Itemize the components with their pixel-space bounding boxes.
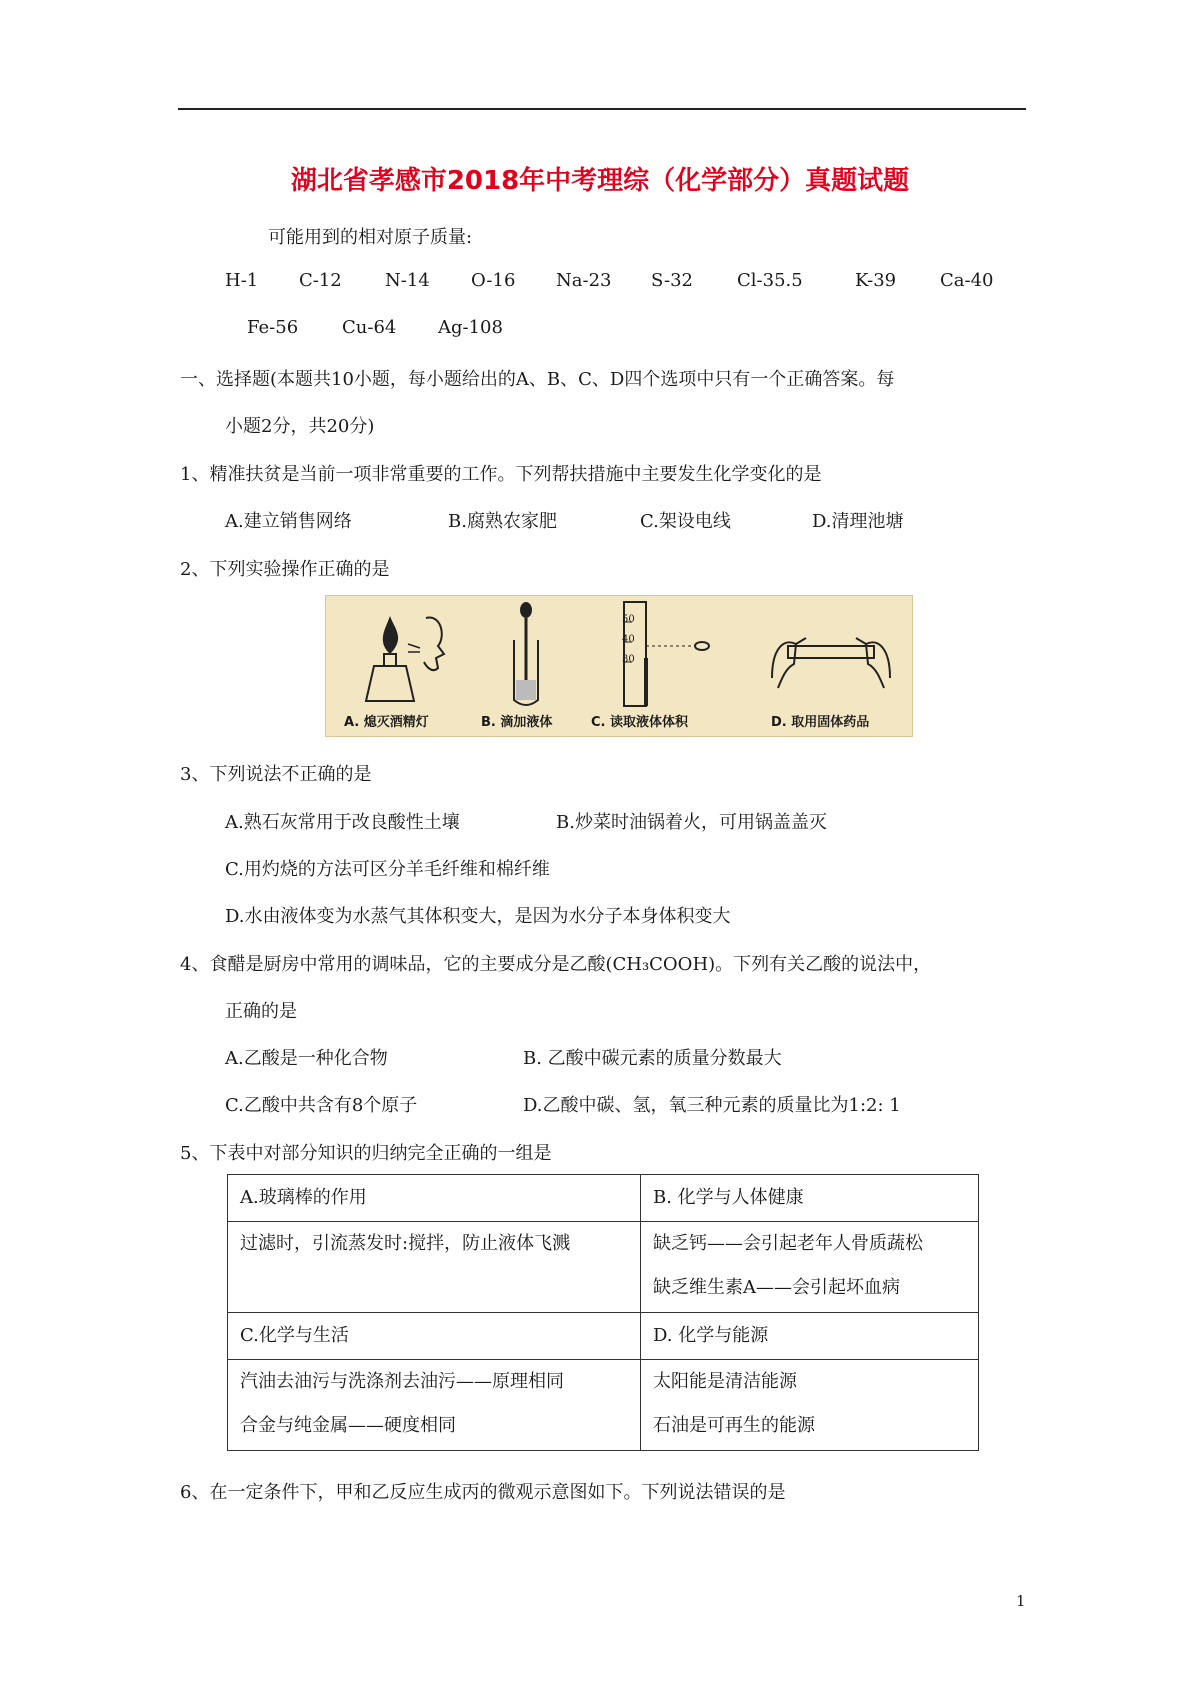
q3-option-c: C.用灼烧的方法可区分羊毛纤维和棉纤维: [225, 859, 550, 880]
mass-item: O-16: [471, 270, 516, 291]
q5-stem: 5、下表中对部分知识的归纳完全正确的一组是: [180, 1143, 552, 1164]
cylinder-tick-40: 40: [622, 634, 635, 645]
q1-stem: 1、精准扶贫是当前一项非常重要的工作。下列帮扶措施中主要发生化学变化的是: [180, 464, 822, 485]
table-cell-line: 缺乏维生素A——会引起坏血病: [653, 1277, 900, 1298]
mass-item: K-39: [855, 270, 897, 291]
table-cell-c-body: [228, 1360, 641, 1451]
mass-item: Cl-35.5: [737, 270, 803, 291]
dropper-test-tube-icon: [496, 600, 556, 710]
table-cell-line: 缺乏钙——会引起老年人骨质蔬松: [653, 1233, 923, 1254]
masses-intro: 可能用到的相对原子质量:: [268, 227, 473, 248]
table-cell-d-head: D. 化学与能源: [641, 1313, 979, 1360]
table-cell-line: 合金与纯金属——硬度相同: [240, 1415, 456, 1436]
mass-item: H-1: [225, 270, 259, 291]
mass-item: Cu-64: [342, 317, 397, 338]
cylinder-tick-50: 50: [622, 614, 635, 625]
figure-caption-d: D. 取用固体药品: [771, 715, 870, 730]
mass-item: S-32: [651, 270, 693, 291]
mass-item: N-14: [385, 270, 430, 291]
q4-stem-cont: 正确的是: [225, 1001, 297, 1022]
mass-item: Ag-108: [438, 317, 503, 338]
table-cell-line: 汽油去油污与洗涤剂去油污——原理相同: [240, 1371, 564, 1392]
table-cell-c-head: C.化学与生活: [228, 1313, 641, 1360]
section-heading: 一、选择题(本题共10小题，每小题给出的A、B、C、D四个选项中只有一个正确答案。每: [180, 369, 895, 390]
q3-option-d: D.水由液体变为水蒸气其体积变大，是因为水分子本身体积变大: [225, 906, 731, 927]
page-title: 湖北省孝感市2018年中考理综（化学部分）真题试题: [290, 166, 910, 196]
table-cell-a-head: A.玻璃棒的作用: [228, 1175, 641, 1222]
cylinder-tick-30: 30: [622, 654, 635, 665]
table-cell-d-body: [641, 1360, 979, 1451]
lab-operations-figure: [325, 595, 913, 737]
mass-item: C-12: [299, 270, 342, 291]
q1-option-b: B.腐熟农家肥: [448, 511, 557, 532]
table-cell-a-body: [228, 1222, 641, 1313]
q2-stem: 2、下列实验操作正确的是: [180, 559, 390, 580]
q1-option-a: A.建立销售网络: [225, 511, 352, 532]
q4-option-c: C.乙酸中共含有8个原子: [225, 1095, 418, 1116]
q3-option-a: A.熟石灰常用于改良酸性土壤: [225, 812, 460, 833]
figure-caption-b: B. 滴加液体: [481, 715, 553, 730]
q4-option-b: B. 乙酸中碳元素的质量分数最大: [523, 1048, 782, 1069]
table-cell-line: 石油是可再生的能源: [653, 1415, 815, 1436]
hands-test-tube-icon: [766, 608, 896, 698]
q4-stem: 4、食醋是厨房中常用的调味品，它的主要成分是乙酸(CH₃COOH)。下列有关乙酸的说法中，: [180, 954, 932, 975]
table-cell-line: 太阳能是清洁能源: [653, 1371, 797, 1392]
header-rule: [178, 108, 1026, 110]
q1-option-c: C.架设电线: [640, 511, 731, 532]
knowledge-table: [227, 1174, 979, 1451]
mass-item: Fe-56: [247, 317, 299, 338]
q3-stem: 3、下列说法不正确的是: [180, 764, 372, 785]
q1-option-d: D.清理池塘: [812, 511, 904, 532]
q4-option-d: D.乙酸中碳、氢，氧三种元素的质量比为1:2: 1: [523, 1095, 901, 1116]
mass-item: Na-23: [556, 270, 612, 291]
q3-option-b: B.炒菜时油锅着火，可用锅盖盖灭: [556, 812, 827, 833]
table-cell-b-body: [641, 1222, 979, 1313]
q4-option-a: A.乙酸是一种化合物: [225, 1048, 388, 1069]
figure-caption-c: C. 读取液体体积: [591, 715, 689, 730]
alcohol-lamp-icon: [346, 606, 456, 706]
figure-caption-a: A. 熄灭酒精灯: [344, 715, 429, 730]
mass-item: Ca-40: [940, 270, 994, 291]
q6-stem: 6、在一定条件下，甲和乙反应生成丙的微观示意图如下。下列说法错误的是: [180, 1482, 786, 1503]
section-heading-cont: 小题2分，共20分): [225, 416, 375, 437]
page-number: 1: [1016, 1592, 1026, 1610]
table-cell-line: 过滤时，引流蒸发时:搅拌，防止液体飞溅: [240, 1233, 571, 1254]
table-cell-b-head: B. 化学与人体健康: [641, 1175, 979, 1222]
